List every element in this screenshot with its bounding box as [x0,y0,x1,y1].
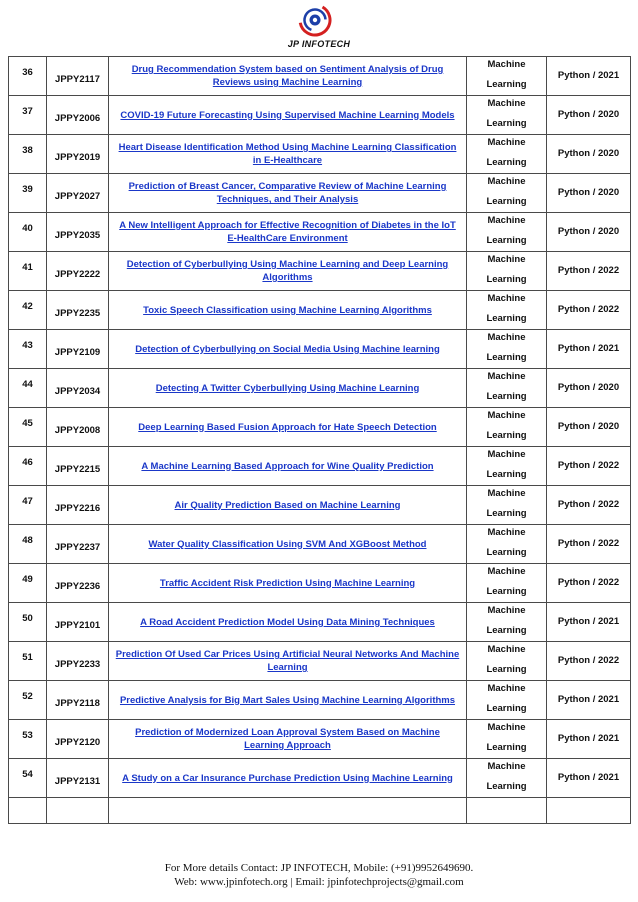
project-title-link[interactable]: Air Quality Prediction Based on Machine Learning [174,499,401,511]
domain-line-1: Machine [487,410,526,421]
table-row [9,759,631,798]
domain-line-2: Learning [486,313,527,324]
language-year: Python / 2021 [547,681,631,720]
domain-cell [467,681,547,720]
project-title-link[interactable]: Deep Learning Based Fusion Approach for Hate Speech Detection [138,421,437,433]
table-row [9,642,631,681]
project-title-link[interactable]: A New Intelligent Approach for Effective Recognition of Diabetes in the IoT E-HealthCare Environment [119,220,456,244]
domain-cell [467,642,547,681]
row-number: 42 [9,291,47,330]
project-code: JPPY2236 [47,564,109,603]
project-code: JPPY2222 [47,252,109,291]
project-title-link[interactable]: Drug Recommendation System based on Sentiment Analysis of Drug Reviews using Machine Learning [131,64,444,88]
row-number: 39 [9,174,47,213]
table-row [9,174,631,213]
project-title-link[interactable]: Prediction of Breast Cancer, Comparative Review of Machine Learning Techniques, and Their Analysis [128,181,447,205]
project-code: JPPY2120 [47,720,109,759]
domain-cell [467,564,547,603]
project-title-cell [109,447,467,486]
table-row [9,369,631,408]
project-title-link[interactable]: Detecting A Twitter Cyberbullying Using Machine Learning [155,382,420,394]
table-row [9,96,631,135]
domain-line-2: Learning [486,742,527,753]
project-code: JPPY2235 [47,291,109,330]
project-code: JPPY2215 [47,447,109,486]
language-year: Python / 2020 [547,96,631,135]
language-year: Python / 2021 [547,720,631,759]
domain-line-1: Machine [487,254,526,265]
domain-line-2: Learning [486,586,527,597]
language-year: Python / 2020 [547,174,631,213]
project-title-link[interactable]: Prediction Of Used Car Prices Using Artificial Neural Networks And Machine Learning [115,649,460,673]
project-title-cell [109,330,467,369]
project-title-link[interactable]: A Machine Learning Based Approach for Wine Quality Prediction [141,460,434,472]
domain-line-1: Machine [487,605,526,616]
domain-line-1: Machine [487,488,526,499]
project-title-cell [109,759,467,798]
project-title-link[interactable]: Water Quality Classification Using SVM And XGBoost Method [148,538,427,550]
logo-text: JP INFOTECH [287,39,351,49]
project-code: JPPY2035 [47,213,109,252]
project-title-link[interactable]: Heart Disease Identification Method Using Machine Learning Classification in E-Healthcare [118,142,457,166]
table-row [9,252,631,291]
project-code: JPPY2118 [47,681,109,720]
project-code: JPPY2131 [47,759,109,798]
domain-cell [467,759,547,798]
row-number: 41 [9,252,47,291]
table-row [9,330,631,369]
project-title-cell [109,720,467,759]
domain-line-2: Learning [486,703,527,714]
table-row [9,447,631,486]
project-title-link[interactable]: COVID-19 Future Forecasting Using Supervised Machine Learning Models [120,109,455,121]
table-row [9,525,631,564]
row-number: 50 [9,603,47,642]
project-code: JPPY2216 [47,486,109,525]
language-year: Python / 2020 [547,135,631,174]
table-row [9,486,631,525]
row-number: 37 [9,96,47,135]
page-header [0,0,638,52]
project-title-link[interactable]: Toxic Speech Classification using Machine Learning Algorithms [143,304,432,316]
language-year: Python / 2022 [547,564,631,603]
project-title-cell [109,408,467,447]
domain-cell [467,603,547,642]
row-number: 54 [9,759,47,798]
language-year: Python / 2022 [547,486,631,525]
domain-line-2: Learning [486,196,527,207]
domain-line-1: Machine [487,293,526,304]
language-year: Python / 2022 [547,252,631,291]
domain-cell [467,57,547,96]
row-number: 53 [9,720,47,759]
domain-line-2: Learning [486,79,527,90]
language-year: Python / 2020 [547,408,631,447]
table-row [9,135,631,174]
domain-line-1: Machine [487,137,526,148]
project-title-cell [109,291,467,330]
project-code: JPPY2117 [47,57,109,96]
project-title-cell [109,96,467,135]
footer-contact: For More details Contact: JP INFOTECH, Mobile: (+91)9952649690. [164,862,474,874]
language-year: Python / 2022 [547,447,631,486]
table-row [9,564,631,603]
project-title-cell [109,135,467,174]
table-row [9,720,631,759]
project-title-cell [109,681,467,720]
domain-cell [467,369,547,408]
project-code: JPPY2006 [47,96,109,135]
domain-cell [467,720,547,759]
domain-cell [467,213,547,252]
project-title-cell [109,213,467,252]
domain-cell [467,447,547,486]
domain-cell [467,525,547,564]
domain-line-1: Machine [487,98,526,109]
project-title-link[interactable]: Predictive Analysis for Big Mart Sales Using Machine Learning Algorithms [119,694,456,706]
empty-cell [547,798,631,824]
domain-line-1: Machine [487,371,526,382]
domain-line-2: Learning [486,274,527,285]
row-number: 52 [9,681,47,720]
domain-cell [467,291,547,330]
row-number: 36 [9,57,47,96]
domain-line-1: Machine [487,176,526,187]
domain-line-2: Learning [486,547,527,558]
project-code: JPPY2109 [47,330,109,369]
language-year: Python / 2022 [547,642,631,681]
footer-web-email: Web: www.jpinfotech.org | Email: jpinfotechprojects@gmail.com [174,876,464,888]
language-year: Python / 2021 [547,57,631,96]
domain-line-1: Machine [487,644,526,655]
project-title-link[interactable]: A Study on a Car Insurance Purchase Prediction Using Machine Learning [122,772,453,784]
domain-cell [467,408,547,447]
table-row [9,603,631,642]
domain-line-2: Learning [486,625,527,636]
domain-line-2: Learning [486,781,527,792]
language-year: Python / 2021 [547,603,631,642]
row-number: 46 [9,447,47,486]
domain-cell [467,252,547,291]
domain-cell [467,135,547,174]
row-number: 40 [9,213,47,252]
empty-cell [467,798,547,824]
project-code: JPPY2008 [47,408,109,447]
empty-cell [47,798,109,824]
domain-line-2: Learning [486,664,527,675]
domain-line-1: Machine [487,683,526,694]
domain-line-1: Machine [487,566,526,577]
domain-line-2: Learning [486,391,527,402]
project-code: JPPY2019 [47,135,109,174]
project-title-cell [109,564,467,603]
table-row [9,408,631,447]
language-year: Python / 2022 [547,525,631,564]
project-title-link[interactable]: A Road Accident Prediction Model Using Data Mining Techniques [140,616,435,628]
empty-table-row [9,798,631,824]
domain-line-2: Learning [486,430,527,441]
table-row [9,57,631,96]
language-year: Python / 2021 [547,759,631,798]
domain-cell [467,486,547,525]
project-code: JPPY2101 [47,603,109,642]
project-code: JPPY2034 [47,369,109,408]
table-row [9,291,631,330]
domain-cell [467,330,547,369]
domain-line-2: Learning [486,352,527,363]
project-code: JPPY2237 [47,525,109,564]
project-code: JPPY2233 [47,642,109,681]
project-title-cell [109,369,467,408]
domain-line-2: Learning [486,235,527,246]
row-number: 38 [9,135,47,174]
project-code: JPPY2027 [47,174,109,213]
domain-line-2: Learning [486,469,527,480]
domain-line-2: Learning [486,508,527,519]
language-year: Python / 2021 [547,330,631,369]
domain-line-1: Machine [487,59,526,70]
jp-infotech-logo-icon [298,3,332,37]
domain-line-1: Machine [487,722,526,733]
row-number: 51 [9,642,47,681]
project-title-cell [109,603,467,642]
project-title-link[interactable]: Detection of Cyberbullying Using Machine Learning and Deep Learning Algorithms [126,259,449,283]
domain-line-2: Learning [486,118,527,129]
table-row [9,681,631,720]
project-title-cell [109,642,467,681]
empty-cell [9,798,47,824]
language-year: Python / 2022 [547,291,631,330]
row-number: 43 [9,330,47,369]
domain-cell [467,96,547,135]
project-title-cell [109,174,467,213]
domain-line-1: Machine [487,332,526,343]
project-table [8,56,631,824]
project-title-cell [109,525,467,564]
row-number: 45 [9,408,47,447]
empty-cell [109,798,467,824]
project-title-cell [109,57,467,96]
project-title-cell [109,252,467,291]
language-year: Python / 2020 [547,369,631,408]
row-number: 48 [9,525,47,564]
domain-line-1: Machine [487,449,526,460]
row-number: 47 [9,486,47,525]
domain-cell [467,174,547,213]
project-title-link[interactable]: Detection of Cyberbullying on Social Media Using Machine learning [135,343,440,355]
row-number: 44 [9,369,47,408]
project-title-cell [109,486,467,525]
domain-line-1: Machine [487,761,526,772]
domain-line-1: Machine [487,527,526,538]
domain-line-1: Machine [487,215,526,226]
project-title-link[interactable]: Traffic Accident Risk Prediction Using Machine Learning [159,577,416,589]
language-year: Python / 2020 [547,213,631,252]
row-number: 49 [9,564,47,603]
project-title-link[interactable]: Prediction of Modernized Loan Approval System Based on Machine Learning Approach [135,727,440,751]
table-row [9,213,631,252]
domain-line-2: Learning [486,157,527,168]
